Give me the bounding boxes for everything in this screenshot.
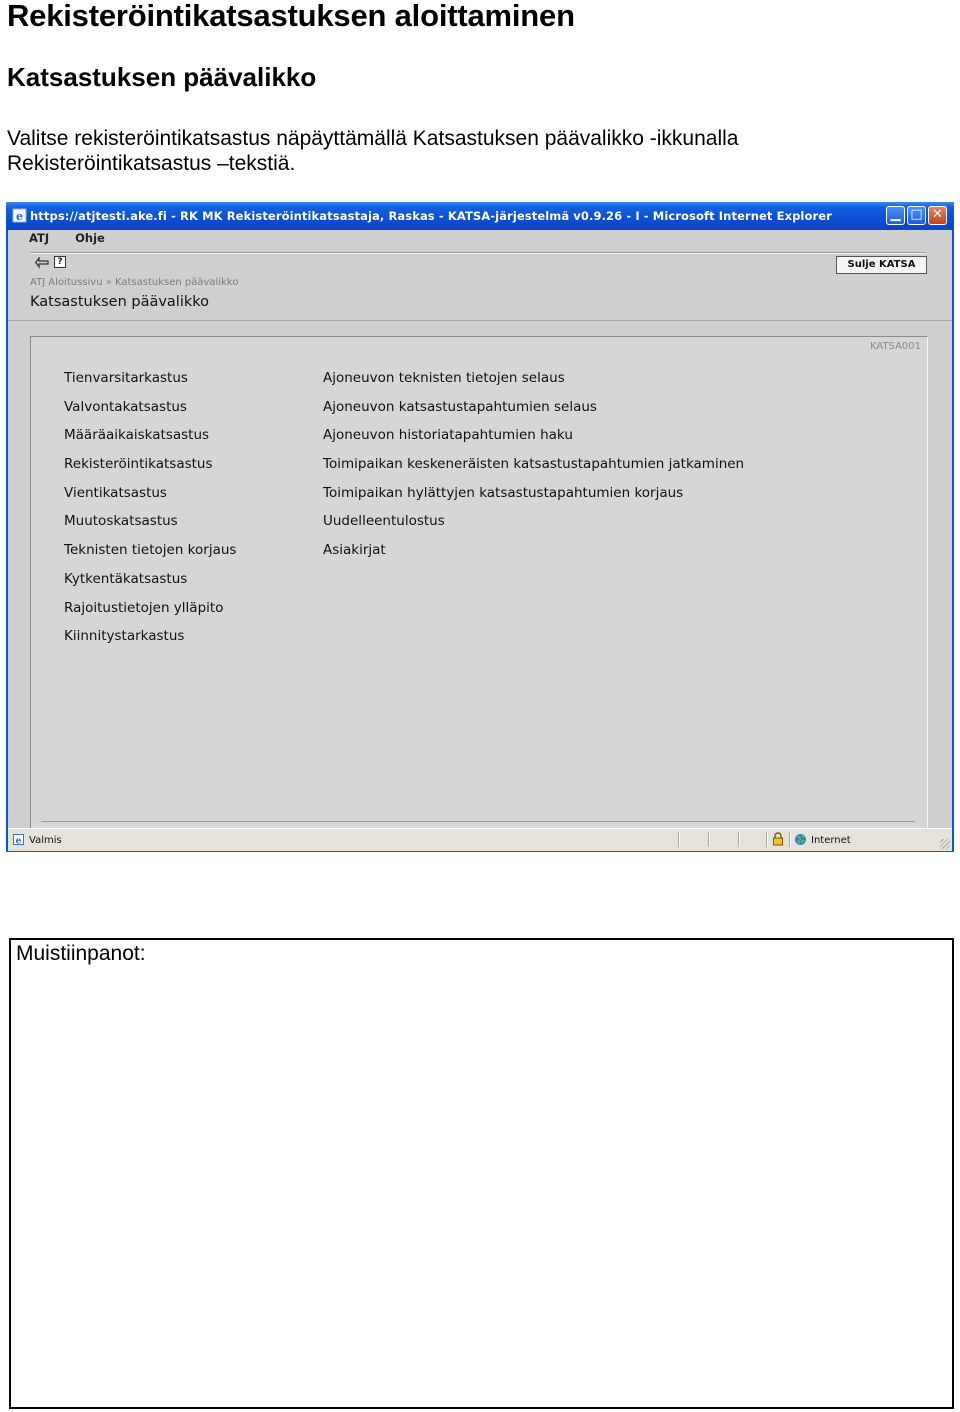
menu-link-rajoitustietojen-yllapito[interactable]: Rajoitustietojen ylläpito: [64, 599, 224, 616]
menu-link-vientikatsastus[interactable]: Vientikatsastus: [64, 484, 167, 501]
menu-link-valvontakatsastus[interactable]: Valvontakatsastus: [64, 398, 187, 415]
svg-text:e: e: [15, 836, 22, 846]
menu-link-katsastustapahtumien-selaus[interactable]: Ajoneuvon katsastustapahtumien selaus: [323, 398, 597, 415]
maximize-icon: □: [910, 207, 923, 222]
instruction-text: [7, 126, 947, 176]
close-icon: ✕: [932, 207, 943, 222]
resize-grip-icon[interactable]: [940, 839, 950, 849]
menu-item-ohje[interactable]: Ohje: [75, 231, 105, 245]
maximize-button[interactable]: [907, 206, 926, 225]
menu-link-teknisten-tietojen-selaus[interactable]: Ajoneuvon teknisten tietojen selaus: [323, 370, 565, 386]
status-separator: [738, 832, 740, 847]
lock-icon: [772, 832, 784, 846]
instruction-line-2: Rekisteröintikatsastus –tekstiä.: [7, 152, 296, 175]
globe-icon: [794, 833, 807, 846]
close-katsa-button[interactable]: Sulje KATSA: [836, 256, 927, 274]
menu-link-hylattyjen-korjaus[interactable]: Toimipaikan hylättyjen katsastustapahtumien korjaus: [323, 484, 684, 501]
help-icon[interactable]: ?: [54, 256, 66, 268]
panel-divider: [41, 821, 915, 822]
menu-link-kiinnitystarkastus[interactable]: Kiinnitystarkastus: [64, 628, 185, 645]
security-zone: Internet: [811, 835, 851, 846]
menu-link-maaraaikaiskatsastus[interactable]: Määräaikaiskatsastus: [64, 427, 210, 444]
toolbar-divider: [30, 252, 926, 254]
vehicle-query-menu: [323, 370, 744, 571]
menu-link-rekisterointikatsastus[interactable]: Rekisteröintikatsastus: [64, 456, 213, 473]
menu-link-historiatapahtumien-haku[interactable]: Ajoneuvon historiatapahtumien haku: [323, 427, 573, 444]
page-scroll-area: [928, 336, 950, 828]
menu-link-kytkentakatsastus[interactable]: Kytkentäkatsastus: [64, 570, 188, 587]
svg-text:e: e: [16, 210, 23, 223]
breadcrumb[interactable]: ATJ Aloitussivu » Katsastuksen päävalikko: [30, 277, 239, 288]
menu-link-tienvarsitarkastus[interactable]: Tienvarsitarkastus: [64, 370, 188, 386]
menu-link-muutoskatsastus[interactable]: Muutoskatsastus: [64, 513, 178, 530]
browser-window: [6, 202, 954, 852]
notes-box: [9, 938, 954, 1409]
page-title: Katsastuksen päävalikko: [30, 294, 210, 310]
menu-link-keskeneraisten-jatkaminen[interactable]: Toimipaikan keskeneräisten katsastustapahtumien jatkaminen: [323, 456, 745, 473]
main-menu-panel: [30, 336, 928, 828]
window-title: https://atjtesti.ake.fi - RK MK Rekisteröintikatsastaja, Raskas - KATSA-järjestelmä v0.9.26 - I - Microsoft Internet Explorer: [30, 209, 832, 223]
menu-link-teknisten-tietojen-korjaus[interactable]: Teknisten tietojen korjaus: [64, 542, 237, 559]
inspection-type-menu: [64, 370, 236, 657]
document-subtitle: Katsastuksen päävalikko: [7, 62, 317, 92]
minimize-button[interactable]: [886, 206, 905, 225]
page-done-icon: [12, 833, 25, 846]
app-menubar: [29, 231, 127, 245]
minimize-icon: ▁: [890, 207, 901, 222]
status-text: Valmis: [29, 835, 62, 846]
notes-label: Muistiinpanot:: [16, 942, 146, 965]
back-arrow-icon[interactable]: [35, 257, 49, 269]
document-title: Rekisteröintikatsastuksen aloittaminen: [7, 0, 575, 33]
instruction-line-1: Valitse rekisteröintikatsastus näpäyttämällä Katsastuksen päävalikko -ikkunalla: [7, 127, 739, 150]
menu-link-uudelleentulostus[interactable]: Uudelleentulostus: [323, 513, 445, 530]
window-titlebar[interactable]: [6, 202, 954, 230]
menu-link-asiakirjat[interactable]: Asiakirjat: [323, 542, 386, 559]
internet-explorer-icon: [12, 208, 27, 223]
status-bar: [8, 828, 952, 851]
status-separator: [766, 832, 768, 847]
status-separator: [708, 832, 710, 847]
close-window-button[interactable]: [928, 206, 947, 225]
menu-item-atj[interactable]: ATJ: [29, 231, 50, 245]
screen-code: KATSA001: [869, 341, 921, 352]
status-separator: [789, 832, 791, 847]
status-separator: [678, 832, 680, 847]
heading-divider: [8, 320, 952, 321]
